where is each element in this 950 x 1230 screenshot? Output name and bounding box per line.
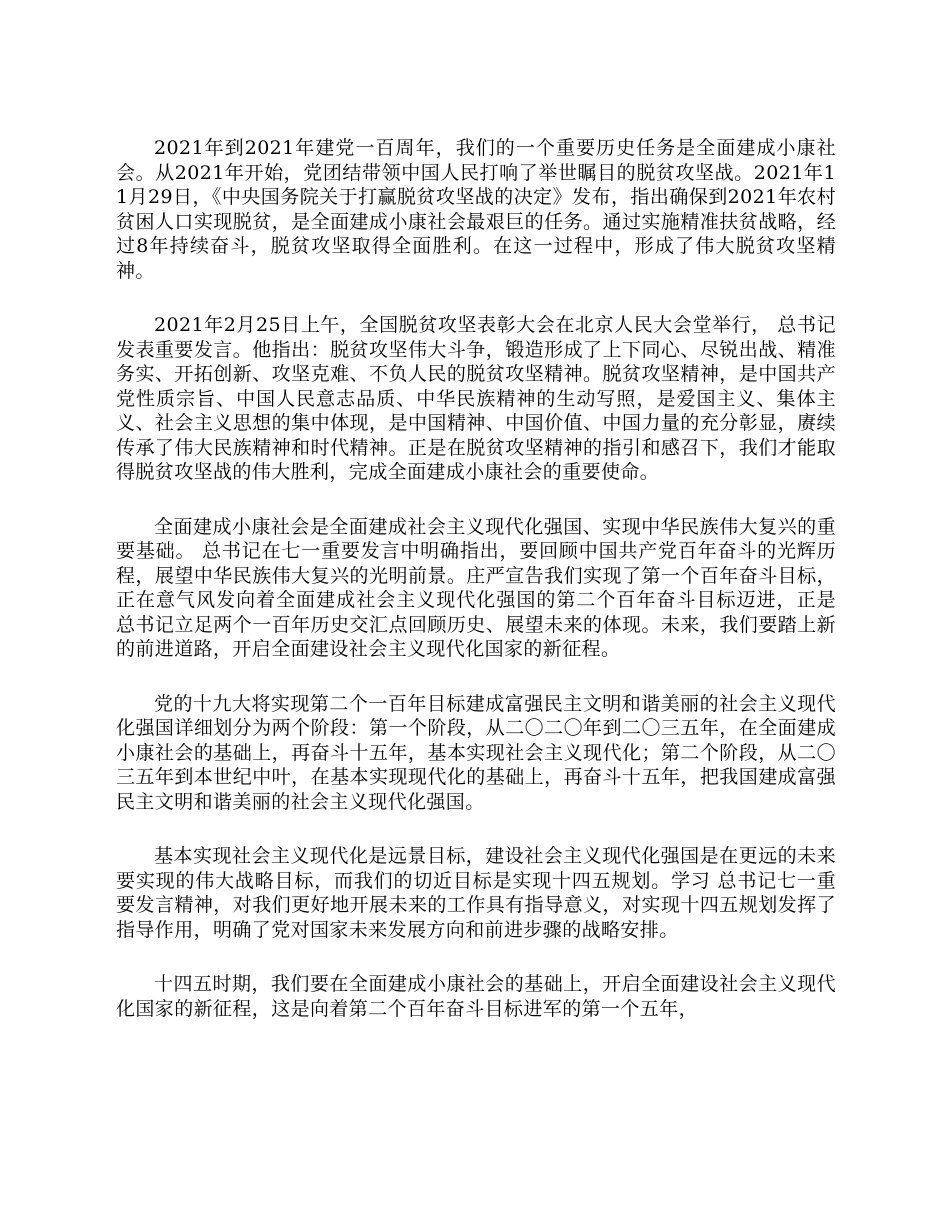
paragraph-6: 十四五时期，我们要在全面建成小康社会的基础上，开启全面建设社会主义现代化国家的新征程，这是向着第二个百年奋斗目标进军的第一个五年， [116, 973, 836, 1020]
paragraph-2: 2021年2月25日上午，全国脱贫攻坚表彰大会在北京人民大会堂举行， 总书记发表重要发言。他指出：脱贫攻坚伟大斗争，锻造形成了上下同心、尽锐出战、精准务实、开拓创新、攻坚克难、不负人民的脱贫攻坚精神。脱贫攻坚精神，是中国共产党性质宗旨、中国人民意志品质、中华民族精神的生动写照，是爱国主义、集体主义、社会主义思想的集中体现，是中国精神、中国价值、中国力量的充分彰显，赓续传承了伟大民族精神和时代精神。正是在脱贫攻坚精神的指引和感召下，我们才能取得脱贫攻坚战的伟大胜利，完成全面建成小康社会的重要使命。 [116, 314, 836, 483]
paragraph-4: 党的十九大将实现第二个一百年目标建成富强民主文明和谐美丽的社会主义现代化强国详细划分为两个阶段：第一个阶段，从二〇二〇年到二〇三五年，在全面建成小康社会的基础上，再奋斗十五年，基本实现社会主义现代化；第二个阶段，从二〇三五年到本世纪中叶，在基本实现现代化的基础上，再奋斗十五年，把我国建成富强民主文明和谐美丽的社会主义现代化强国。 [116, 692, 836, 813]
paragraph-1: 2021年到2021年建党一百周年，我们的一个重要历史任务是全面建成小康社会。从2021年开始，党团结带领中国人民打响了举世瞩目的脱贫攻坚战。2021年11月29日，《中央国务院关于打赢脱贫攻坚战的决定》发布，指出确保到2021年农村贫困人口实现脱贫，是全面建成小康社会最艰巨的任务。通过实施精准扶贫战略，经过8年持续奋斗，脱贫攻坚取得全面胜利。在这一过程中，形成了伟大脱贫攻坚精神。 [116, 137, 836, 282]
paragraph-5: 基本实现社会主义现代化是远景目标，建设社会主义现代化强国是在更远的未来要实现的伟大战略目标，而我们的切近目标是实现十四五规划。学习 总书记七一重要发言精神，对我们更好地开展未来的工作具有指导意义，对实现十四五规划发挥了指导作用，明确了党对国家未来发展方向和前进步骤的战略安排。 [116, 845, 836, 941]
document-body [116, 136, 836, 1051]
paragraph-3: 全面建成小康社会是全面建成社会主义现代化强国、实现中华民族伟大复兴的重要基础。 总书记在七一重要发言中明确指出，要回顾中国共产党百年奋斗的光辉历程，展望中华民族伟大复兴的光明前景。庄严宣告我们实现了第一个百年奋斗目标，正在意气风发向着全面建成社会主义现代化强国的第二个百年奋斗目标迈进，正是 总书记立足两个一百年历史交汇点回顾历史、展望未来的体现。未来，我们要踏上新的前进道路，开启全面建设社会主义现代化国家的新征程。 [116, 515, 836, 660]
